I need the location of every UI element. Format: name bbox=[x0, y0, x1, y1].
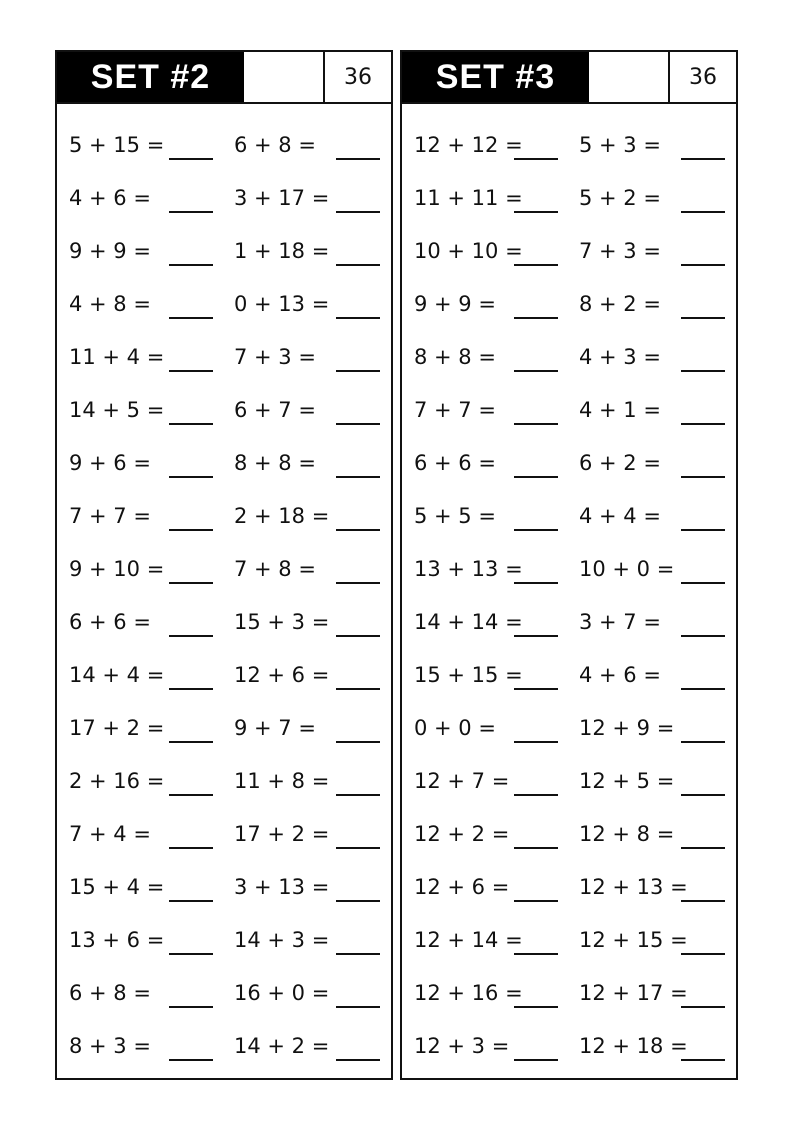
problem-expression: 7 + 7 = bbox=[69, 504, 151, 528]
problem-item bbox=[579, 376, 735, 429]
answer-blank[interactable] bbox=[514, 741, 558, 743]
answer-blank[interactable] bbox=[169, 688, 213, 690]
problem-row bbox=[402, 482, 736, 535]
problem-expression: 8 + 2 = bbox=[579, 292, 661, 316]
problem-row bbox=[57, 588, 391, 641]
problem-item bbox=[414, 111, 570, 164]
problem-item bbox=[69, 270, 225, 323]
problem-expression: 0 + 0 = bbox=[414, 716, 496, 740]
answer-blank[interactable] bbox=[514, 476, 558, 478]
problem-item bbox=[234, 482, 390, 535]
answer-blank[interactable] bbox=[514, 211, 558, 213]
problem-expression: 11 + 11 = bbox=[414, 186, 523, 210]
worksheet-set-3 bbox=[400, 50, 738, 1080]
problem-item bbox=[579, 164, 735, 217]
problem-row bbox=[402, 853, 736, 906]
problem-expression: 3 + 13 = bbox=[234, 875, 330, 899]
problem-item bbox=[69, 588, 225, 641]
problem-item bbox=[234, 217, 390, 270]
problem-expression: 1 + 18 = bbox=[234, 239, 330, 263]
problem-row bbox=[57, 323, 391, 376]
answer-blank[interactable] bbox=[169, 900, 213, 902]
answer-blank[interactable] bbox=[169, 476, 213, 478]
problem-item bbox=[234, 800, 390, 853]
answer-blank[interactable] bbox=[681, 953, 725, 955]
score-box[interactable] bbox=[244, 52, 325, 102]
problem-row bbox=[57, 747, 391, 800]
problem-expression: 6 + 8 = bbox=[234, 133, 316, 157]
problem-item bbox=[69, 376, 225, 429]
problem-expression: 12 + 15 = bbox=[579, 928, 688, 952]
answer-blank[interactable] bbox=[336, 529, 380, 531]
answer-blank[interactable] bbox=[336, 211, 380, 213]
problem-item bbox=[414, 376, 570, 429]
answer-blank[interactable] bbox=[514, 370, 558, 372]
problem-item bbox=[414, 641, 570, 694]
answer-blank[interactable] bbox=[169, 370, 213, 372]
problem-item bbox=[414, 429, 570, 482]
problem-item bbox=[69, 217, 225, 270]
problem-expression: 12 + 14 = bbox=[414, 928, 523, 952]
problem-expression: 9 + 10 = bbox=[69, 557, 165, 581]
problem-row bbox=[402, 217, 736, 270]
problem-item bbox=[234, 694, 390, 747]
answer-blank[interactable] bbox=[169, 794, 213, 796]
answer-blank[interactable] bbox=[169, 158, 213, 160]
answer-blank[interactable] bbox=[336, 317, 380, 319]
problem-item bbox=[69, 482, 225, 535]
problem-item bbox=[579, 747, 735, 800]
problem-row bbox=[57, 641, 391, 694]
problem-expression: 17 + 2 = bbox=[234, 822, 330, 846]
problem-expression: 7 + 3 = bbox=[579, 239, 661, 263]
problem-expression: 6 + 6 = bbox=[414, 451, 496, 475]
problem-item bbox=[69, 535, 225, 588]
set-header bbox=[402, 52, 736, 104]
problem-item bbox=[234, 906, 390, 959]
problem-item bbox=[579, 323, 735, 376]
answer-blank[interactable] bbox=[169, 264, 213, 266]
problem-item bbox=[579, 800, 735, 853]
problem-row bbox=[402, 111, 736, 164]
answer-blank[interactable] bbox=[514, 582, 558, 584]
answer-blank[interactable] bbox=[169, 953, 213, 955]
problem-expression: 5 + 15 = bbox=[69, 133, 165, 157]
problem-item bbox=[69, 694, 225, 747]
answer-blank[interactable] bbox=[681, 1059, 725, 1061]
problem-expression: 9 + 9 = bbox=[69, 239, 151, 263]
problem-row bbox=[402, 588, 736, 641]
score-box[interactable] bbox=[589, 52, 670, 102]
problem-expression: 10 + 0 = bbox=[579, 557, 675, 581]
problem-row bbox=[57, 959, 391, 1012]
problem-expression: 13 + 13 = bbox=[414, 557, 523, 581]
problem-row bbox=[402, 270, 736, 323]
problem-expression: 12 + 2 = bbox=[414, 822, 510, 846]
answer-blank[interactable] bbox=[514, 1006, 558, 1008]
problem-item bbox=[414, 959, 570, 1012]
problem-expression: 7 + 4 = bbox=[69, 822, 151, 846]
problem-item bbox=[414, 906, 570, 959]
problem-item bbox=[69, 800, 225, 853]
answer-blank[interactable] bbox=[514, 529, 558, 531]
problem-row bbox=[57, 482, 391, 535]
answer-blank[interactable] bbox=[336, 264, 380, 266]
problem-item bbox=[69, 853, 225, 906]
problem-expression: 7 + 7 = bbox=[414, 398, 496, 422]
problem-expression: 11 + 8 = bbox=[234, 769, 330, 793]
problem-expression: 10 + 10 = bbox=[414, 239, 523, 263]
answer-blank[interactable] bbox=[169, 529, 213, 531]
answer-blank[interactable] bbox=[514, 688, 558, 690]
problem-expression: 4 + 6 = bbox=[579, 663, 661, 687]
answer-blank[interactable] bbox=[169, 847, 213, 849]
problem-expression: 12 + 9 = bbox=[579, 716, 675, 740]
problem-row bbox=[57, 853, 391, 906]
answer-blank[interactable] bbox=[169, 317, 213, 319]
answer-blank[interactable] bbox=[514, 1059, 558, 1061]
problem-row bbox=[57, 376, 391, 429]
problem-expression: 4 + 3 = bbox=[579, 345, 661, 369]
problem-item bbox=[234, 270, 390, 323]
problem-expression: 12 + 17 = bbox=[579, 981, 688, 1005]
problem-item bbox=[69, 641, 225, 694]
answer-blank[interactable] bbox=[681, 688, 725, 690]
problem-row bbox=[402, 323, 736, 376]
problem-row bbox=[57, 429, 391, 482]
problem-item bbox=[234, 588, 390, 641]
problem-item bbox=[234, 1012, 390, 1065]
problem-item bbox=[234, 429, 390, 482]
problem-row bbox=[57, 164, 391, 217]
problem-expression: 12 + 7 = bbox=[414, 769, 510, 793]
answer-blank[interactable] bbox=[336, 1006, 380, 1008]
problem-expression: 12 + 18 = bbox=[579, 1034, 688, 1058]
answer-blank[interactable] bbox=[681, 423, 725, 425]
problem-expression: 7 + 3 = bbox=[234, 345, 316, 369]
answer-blank[interactable] bbox=[514, 847, 558, 849]
problem-expression: 5 + 3 = bbox=[579, 133, 661, 157]
problem-expression: 12 + 8 = bbox=[579, 822, 675, 846]
problem-item bbox=[414, 482, 570, 535]
answer-blank[interactable] bbox=[169, 423, 213, 425]
problem-item bbox=[579, 482, 735, 535]
problem-expression: 14 + 2 = bbox=[234, 1034, 330, 1058]
answer-blank[interactable] bbox=[336, 423, 380, 425]
problem-item bbox=[414, 323, 570, 376]
problem-item bbox=[414, 535, 570, 588]
problem-row bbox=[402, 906, 736, 959]
problem-expression: 14 + 4 = bbox=[69, 663, 165, 687]
problem-row bbox=[57, 535, 391, 588]
answer-blank[interactable] bbox=[514, 635, 558, 637]
answer-blank[interactable] bbox=[681, 317, 725, 319]
problem-expression: 3 + 7 = bbox=[579, 610, 661, 634]
answer-blank[interactable] bbox=[336, 794, 380, 796]
problem-expression: 4 + 6 = bbox=[69, 186, 151, 210]
problem-item bbox=[579, 694, 735, 747]
problem-item bbox=[414, 800, 570, 853]
problem-item bbox=[69, 959, 225, 1012]
answer-blank[interactable] bbox=[336, 582, 380, 584]
problem-item bbox=[234, 747, 390, 800]
answer-blank[interactable] bbox=[681, 476, 725, 478]
problem-expression: 6 + 6 = bbox=[69, 610, 151, 634]
problem-row bbox=[57, 694, 391, 747]
problem-item bbox=[579, 535, 735, 588]
answer-blank[interactable] bbox=[514, 264, 558, 266]
problem-item bbox=[414, 217, 570, 270]
answer-blank[interactable] bbox=[681, 635, 725, 637]
problem-expression: 6 + 8 = bbox=[69, 981, 151, 1005]
problem-expression: 4 + 8 = bbox=[69, 292, 151, 316]
problem-expression: 14 + 3 = bbox=[234, 928, 330, 952]
problem-expression: 15 + 15 = bbox=[414, 663, 523, 687]
answer-blank[interactable] bbox=[514, 953, 558, 955]
problem-expression: 8 + 3 = bbox=[69, 1034, 151, 1058]
problem-expression: 9 + 7 = bbox=[234, 716, 316, 740]
problem-expression: 17 + 2 = bbox=[69, 716, 165, 740]
problem-row bbox=[57, 800, 391, 853]
problem-expression: 13 + 6 = bbox=[69, 928, 165, 952]
problem-expression: 15 + 3 = bbox=[234, 610, 330, 634]
problem-row bbox=[402, 1012, 736, 1065]
problem-item bbox=[579, 588, 735, 641]
problem-row bbox=[402, 959, 736, 1012]
problem-row bbox=[57, 217, 391, 270]
problem-item bbox=[579, 641, 735, 694]
problem-item bbox=[69, 906, 225, 959]
problem-expression: 12 + 13 = bbox=[579, 875, 688, 899]
problem-item bbox=[414, 747, 570, 800]
answer-blank[interactable] bbox=[169, 211, 213, 213]
problem-item bbox=[69, 323, 225, 376]
problem-item bbox=[579, 270, 735, 323]
problem-item bbox=[69, 164, 225, 217]
problem-item bbox=[234, 164, 390, 217]
answer-blank[interactable] bbox=[169, 635, 213, 637]
problem-row bbox=[402, 429, 736, 482]
problem-expression: 12 + 16 = bbox=[414, 981, 523, 1005]
problem-item bbox=[579, 906, 735, 959]
answer-blank[interactable] bbox=[681, 529, 725, 531]
problem-item bbox=[579, 429, 735, 482]
problem-row bbox=[402, 641, 736, 694]
problem-item bbox=[234, 959, 390, 1012]
problem-expression: 9 + 9 = bbox=[414, 292, 496, 316]
problem-expression: 8 + 8 = bbox=[234, 451, 316, 475]
problem-expression: 12 + 5 = bbox=[579, 769, 675, 793]
answer-blank[interactable] bbox=[514, 317, 558, 319]
answer-blank[interactable] bbox=[681, 582, 725, 584]
problem-item bbox=[234, 376, 390, 429]
problem-row bbox=[57, 1012, 391, 1065]
answer-blank[interactable] bbox=[336, 476, 380, 478]
problem-item bbox=[414, 694, 570, 747]
problem-expression: 16 + 0 = bbox=[234, 981, 330, 1005]
problem-item bbox=[234, 853, 390, 906]
problem-expression: 12 + 6 = bbox=[234, 663, 330, 687]
problem-row bbox=[57, 111, 391, 164]
problem-item bbox=[579, 959, 735, 1012]
answer-blank[interactable] bbox=[169, 582, 213, 584]
answer-blank[interactable] bbox=[681, 847, 725, 849]
problem-expression: 4 + 1 = bbox=[579, 398, 661, 422]
problem-expression: 12 + 6 = bbox=[414, 875, 510, 899]
worksheet-set-2 bbox=[55, 50, 393, 1080]
problem-expression: 14 + 5 = bbox=[69, 398, 165, 422]
problem-item bbox=[414, 853, 570, 906]
problem-item bbox=[234, 641, 390, 694]
problem-item bbox=[579, 853, 735, 906]
problem-expression: 12 + 3 = bbox=[414, 1034, 510, 1058]
problem-item bbox=[579, 1012, 735, 1065]
problem-row bbox=[402, 694, 736, 747]
set-header bbox=[57, 52, 391, 104]
problem-item bbox=[414, 270, 570, 323]
total-score: 36 bbox=[344, 64, 372, 90]
problem-item bbox=[414, 588, 570, 641]
answer-blank[interactable] bbox=[681, 794, 725, 796]
answer-blank[interactable] bbox=[514, 794, 558, 796]
problem-expression: 2 + 18 = bbox=[234, 504, 330, 528]
answer-blank[interactable] bbox=[514, 423, 558, 425]
problem-item bbox=[414, 164, 570, 217]
problem-grid bbox=[57, 104, 391, 1078]
problem-row bbox=[402, 800, 736, 853]
problem-item bbox=[234, 323, 390, 376]
answer-blank[interactable] bbox=[336, 688, 380, 690]
total-score: 36 bbox=[689, 64, 717, 90]
problem-expression: 0 + 13 = bbox=[234, 292, 330, 316]
problem-expression: 3 + 17 = bbox=[234, 186, 330, 210]
problem-grid bbox=[402, 104, 736, 1078]
problem-expression: 7 + 8 = bbox=[234, 557, 316, 581]
answer-blank[interactable] bbox=[681, 211, 725, 213]
problem-row bbox=[57, 270, 391, 323]
problem-item bbox=[69, 1012, 225, 1065]
problem-item bbox=[579, 111, 735, 164]
answer-blank[interactable] bbox=[336, 741, 380, 743]
problem-row bbox=[402, 747, 736, 800]
answer-blank[interactable] bbox=[681, 370, 725, 372]
answer-blank[interactable] bbox=[681, 1006, 725, 1008]
problem-expression: 8 + 8 = bbox=[414, 345, 496, 369]
answer-blank[interactable] bbox=[336, 370, 380, 372]
problem-expression: 2 + 16 = bbox=[69, 769, 165, 793]
problem-expression: 15 + 4 = bbox=[69, 875, 165, 899]
problem-item bbox=[234, 111, 390, 164]
problem-expression: 14 + 14 = bbox=[414, 610, 523, 634]
answer-blank[interactable] bbox=[169, 741, 213, 743]
set-title: SET #3 bbox=[402, 52, 589, 102]
answer-blank[interactable] bbox=[336, 1059, 380, 1061]
problem-row bbox=[402, 164, 736, 217]
answer-blank[interactable] bbox=[336, 847, 380, 849]
answer-blank[interactable] bbox=[336, 158, 380, 160]
problem-item bbox=[414, 1012, 570, 1065]
problem-item bbox=[579, 217, 735, 270]
problem-row bbox=[402, 535, 736, 588]
problem-expression: 6 + 7 = bbox=[234, 398, 316, 422]
problem-item bbox=[234, 535, 390, 588]
problem-item bbox=[69, 429, 225, 482]
answer-blank[interactable] bbox=[681, 158, 725, 160]
answer-blank[interactable] bbox=[169, 1059, 213, 1061]
answer-blank[interactable] bbox=[681, 264, 725, 266]
problem-item bbox=[69, 747, 225, 800]
problem-expression: 5 + 2 = bbox=[579, 186, 661, 210]
answer-blank[interactable] bbox=[336, 635, 380, 637]
answer-blank[interactable] bbox=[336, 900, 380, 902]
answer-blank[interactable] bbox=[336, 953, 380, 955]
problem-expression: 9 + 6 = bbox=[69, 451, 151, 475]
answer-blank[interactable] bbox=[681, 900, 725, 902]
answer-blank[interactable] bbox=[514, 900, 558, 902]
problem-expression: 6 + 2 = bbox=[579, 451, 661, 475]
set-title: SET #2 bbox=[57, 52, 244, 102]
problem-expression: 5 + 5 = bbox=[414, 504, 496, 528]
answer-blank[interactable] bbox=[681, 741, 725, 743]
problem-expression: 12 + 12 = bbox=[414, 133, 523, 157]
problem-expression: 11 + 4 = bbox=[69, 345, 165, 369]
problem-item bbox=[69, 111, 225, 164]
problem-row bbox=[402, 376, 736, 429]
answer-blank[interactable] bbox=[514, 158, 558, 160]
problem-expression: 4 + 4 = bbox=[579, 504, 661, 528]
problem-row bbox=[57, 906, 391, 959]
answer-blank[interactable] bbox=[169, 1006, 213, 1008]
